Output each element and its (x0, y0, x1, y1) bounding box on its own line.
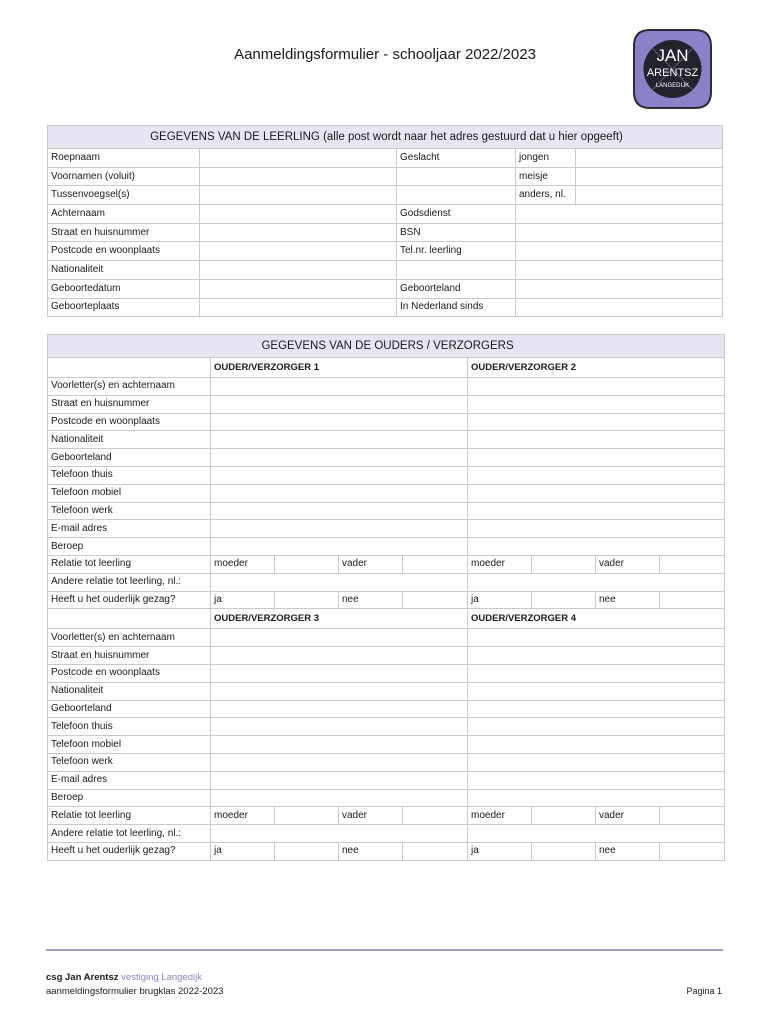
ouder-3-ja-label: ja (211, 842, 275, 860)
geboorteland-field[interactable] (516, 279, 723, 298)
bsn-field[interactable] (516, 223, 723, 242)
ouder-1-field[interactable] (211, 449, 468, 467)
parents-section-header: GEGEVENS VAN DE OUDERS / VERZORGERS (48, 335, 725, 358)
footer-form-name: aanmeldingsformulier brugklas 2022-2023 (46, 986, 224, 997)
field-label: Tel.nr. leerling (397, 242, 516, 261)
field-label: Straat en huisnummer (48, 647, 211, 665)
ouder-1-vader-checkbox[interactable] (403, 555, 468, 573)
page-number: Pagina 1 (686, 986, 722, 996)
field-label: Geboortedatum (48, 279, 200, 298)
field-label: Straat en huisnummer (48, 395, 211, 413)
ouder-4-field[interactable] (468, 753, 725, 771)
ouder-1-nee-label: nee (339, 591, 403, 609)
ouder-4-field[interactable] (468, 700, 725, 718)
ouder-4-vader-label: vader (596, 807, 660, 825)
field-label: Andere relatie tot leerling, nl.: (48, 825, 211, 843)
field-label: Geboorteplaats (48, 298, 200, 317)
ouder-4-field[interactable] (468, 736, 725, 754)
field-label: Telefoon werk (48, 753, 211, 771)
student-details-table (47, 125, 723, 317)
ouder-4-field[interactable] (468, 647, 725, 665)
svg-text:ARENTSZ: ARENTSZ (646, 67, 699, 79)
field-label: E-mail adres (48, 771, 211, 789)
page-title: Aanmeldingsformulier - schooljaar 2022/2023 (234, 46, 536, 63)
ouder-4-moeder-checkbox[interactable] (532, 807, 596, 825)
ouder-1-vader-label: vader (339, 555, 403, 573)
field-label: Relatie tot leerling (48, 555, 211, 573)
ouder-2-moeder-label: moeder (468, 555, 532, 573)
ouder-3-field[interactable] (211, 664, 468, 682)
field-label: Voorletter(s) en achternaam (48, 629, 211, 647)
ouder-3-field[interactable] (211, 629, 468, 647)
ouder-3-vader-label: vader (339, 807, 403, 825)
gender-jongen-field[interactable] (576, 149, 723, 168)
ouder-2-field[interactable] (468, 484, 725, 502)
ouder-3-andere-relatie-field[interactable] (211, 825, 468, 843)
field-label: Telefoon thuis (48, 718, 211, 736)
ouder-2-header: OUDER/VERZORGER 2 (468, 358, 725, 378)
ouder-4-nee-label: nee (596, 842, 660, 860)
field-label: E-mail adres (48, 520, 211, 538)
ouder-2-field[interactable] (468, 413, 725, 431)
field-label: Postcode en woonplaats (48, 413, 211, 431)
school-location: vestiging Langedijk (118, 972, 202, 983)
telefoon-leerling-field[interactable] (516, 242, 723, 261)
ouder-1-nee-checkbox[interactable] (403, 591, 468, 609)
ouder-3-field[interactable] (211, 700, 468, 718)
field-label: Beroep (48, 538, 211, 556)
field-label: Heeft u het ouderlijk gezag? (48, 591, 211, 609)
field-label: Geboorteland (48, 700, 211, 718)
ouder-4-header: OUDER/VERZORGER 4 (468, 609, 725, 629)
ouder-2-vader-label: vader (596, 555, 660, 573)
footer-school (46, 972, 202, 983)
ouder-4-vader-checkbox[interactable] (660, 807, 725, 825)
field-label: Voornamen (voluit) (48, 167, 200, 186)
ouder-1-andere-relatie-field[interactable] (211, 573, 468, 591)
ouder-4-nee-checkbox[interactable] (660, 842, 725, 860)
ouder-3-header: OUDER/VERZORGER 3 (211, 609, 468, 629)
field-label: BSN (397, 223, 516, 242)
tussenvoegsel-field[interactable] (200, 186, 397, 205)
ouder-1-field[interactable] (211, 395, 468, 413)
ouder-2-ja-label: ja (468, 591, 532, 609)
ouder-1-field[interactable] (211, 538, 468, 556)
ouder-2-field[interactable] (468, 502, 725, 520)
ouder-1-moeder-checkbox[interactable] (275, 555, 339, 573)
ouder-4-field[interactable] (468, 789, 725, 807)
postcode-field[interactable] (200, 242, 397, 261)
field-label: Postcode en woonplaats (48, 664, 211, 682)
ouder-1-field[interactable] (211, 484, 468, 502)
field-label: Geboorteland (397, 279, 516, 298)
ouder-3-field[interactable] (211, 789, 468, 807)
ouder-2-moeder-checkbox[interactable] (532, 555, 596, 573)
gender-meisje-field[interactable] (576, 167, 723, 186)
ouder-1-ja-label: ja (211, 591, 275, 609)
field-label: Tussenvoegsel(s) (48, 186, 200, 205)
ouder-2-field[interactable] (468, 520, 725, 538)
ouder-2-andere-relatie-field[interactable] (468, 573, 725, 591)
ouder-2-nee-label: nee (596, 591, 660, 609)
field-label: Heeft u het ouderlijk gezag? (48, 842, 211, 860)
field-label: Nationaliteit (48, 682, 211, 700)
gender-option: meisje (516, 167, 576, 186)
roepnaam-field[interactable] (200, 149, 397, 168)
svg-text:LANGEDIJK: LANGEDIJK (655, 83, 690, 89)
ouder-1-header: OUDER/VERZORGER 1 (211, 358, 468, 378)
ouder-4-field[interactable] (468, 682, 725, 700)
ouder-3-field[interactable] (211, 718, 468, 736)
ouder-3-field[interactable] (211, 771, 468, 789)
straat-field[interactable] (200, 223, 397, 242)
ouder-4-field[interactable] (468, 771, 725, 789)
ouder-1-field[interactable] (211, 502, 468, 520)
ouder-1-moeder-label: moeder (211, 555, 275, 573)
ouder-3-field[interactable] (211, 753, 468, 771)
ouder-3-field[interactable] (211, 682, 468, 700)
svg-text:JAN: JAN (656, 46, 689, 65)
field-label: Roepnaam (48, 149, 200, 168)
field-label: Voorletter(s) en achternaam (48, 378, 211, 396)
ouder-2-field[interactable] (468, 466, 725, 484)
ouder-3-field[interactable] (211, 647, 468, 665)
ouder-2-field[interactable] (468, 538, 725, 556)
ouder-2-nee-checkbox[interactable] (660, 591, 725, 609)
geboorteplaats-field[interactable] (200, 298, 397, 317)
ouder-3-moeder-checkbox[interactable] (275, 807, 339, 825)
ouder-3-nee-label: nee (339, 842, 403, 860)
ouder-2-field[interactable] (468, 378, 725, 396)
field-label: Telefoon mobiel (48, 484, 211, 502)
field-label: Relatie tot leerling (48, 807, 211, 825)
field-label: Nationaliteit (48, 261, 200, 280)
ouder-2-vader-checkbox[interactable] (660, 555, 725, 573)
field-label: Beroep (48, 789, 211, 807)
ouder-3-field[interactable] (211, 736, 468, 754)
field-label: Nationaliteit (48, 431, 211, 449)
ouder-4-andere-relatie-field[interactable] (468, 825, 725, 843)
field-label: Achternaam (48, 205, 200, 224)
ouder-1-field[interactable] (211, 378, 468, 396)
ouder-2-field[interactable] (468, 395, 725, 413)
field-label: Postcode en woonplaats (48, 242, 200, 261)
ouder-3-vader-checkbox[interactable] (403, 807, 468, 825)
ouder-1-field[interactable] (211, 520, 468, 538)
field-label: Telefoon thuis (48, 466, 211, 484)
field-label: Godsdienst (397, 205, 516, 224)
godsdienst-field[interactable] (516, 205, 723, 224)
gender-option: jongen (516, 149, 576, 168)
achternaam-field[interactable] (200, 205, 397, 224)
field-label: In Nederland sinds (397, 298, 516, 317)
ouder-2-field[interactable] (468, 431, 725, 449)
ouder-3-nee-checkbox[interactable] (403, 842, 468, 860)
field-label: Telefoon mobiel (48, 736, 211, 754)
ouder-2-ja-checkbox[interactable] (532, 591, 596, 609)
ouder-4-moeder-label: moeder (468, 807, 532, 825)
ouder-1-field[interactable] (211, 431, 468, 449)
in-nederland-sinds-field[interactable] (516, 298, 723, 317)
field-label: Geboorteland (48, 449, 211, 467)
ouder-1-ja-checkbox[interactable] (275, 591, 339, 609)
voornamen-field[interactable] (200, 167, 397, 186)
gender-option: anders, nl. (516, 186, 576, 205)
ouder-4-field[interactable] (468, 629, 725, 647)
ouder-1-field[interactable] (211, 466, 468, 484)
footer-divider (46, 949, 723, 951)
geboortedatum-field[interactable] (200, 279, 397, 298)
school-name: csg Jan Arentsz (46, 972, 119, 983)
ouder-4-ja-checkbox[interactable] (532, 842, 596, 860)
parents-table (47, 334, 725, 861)
school-logo (626, 26, 719, 112)
ouder-4-ja-label: ja (468, 842, 532, 860)
field-label: Straat en huisnummer (48, 223, 200, 242)
field-label: Geslacht (397, 149, 516, 168)
student-section-header: GEGEVENS VAN DE LEERLING (alle post wordt naar het adres gestuurd dat u hier opgeeft) (48, 126, 723, 149)
ouder-1-field[interactable] (211, 413, 468, 431)
gender-anders-field[interactable] (576, 186, 723, 205)
ouder-2-field[interactable] (468, 449, 725, 467)
field-label: Andere relatie tot leerling, nl.: (48, 573, 211, 591)
field-label: Telefoon werk (48, 502, 211, 520)
ouder-4-field[interactable] (468, 718, 725, 736)
ouder-3-ja-checkbox[interactable] (275, 842, 339, 860)
ouder-3-moeder-label: moeder (211, 807, 275, 825)
ouder-4-field[interactable] (468, 664, 725, 682)
nationaliteit-field[interactable] (200, 261, 397, 280)
